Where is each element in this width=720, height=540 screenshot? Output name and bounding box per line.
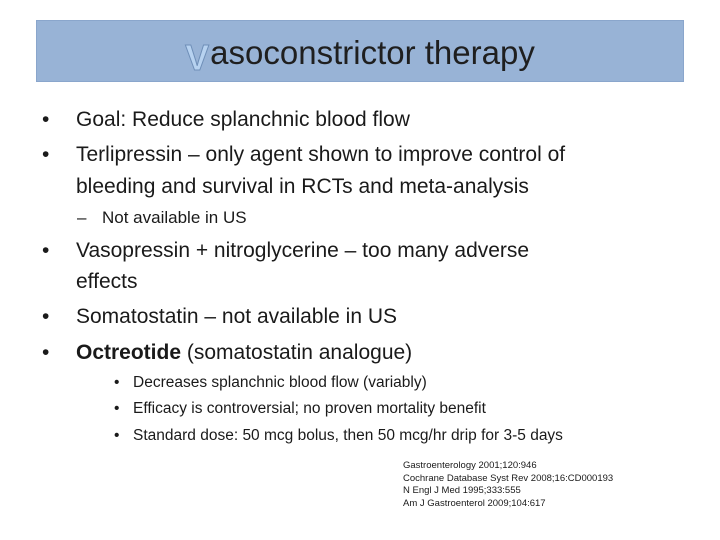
bullet-text-line-1: Vasopressin + nitroglycerine – too many adverse [76,239,530,262]
reference-item: Cochrane Database Syst Rev 2008;16:CD000193 [403,472,614,484]
bullet-marker: • [42,239,50,262]
title-bar [36,20,684,82]
bullet-marker: • [42,108,50,131]
point-marker: • [114,427,120,444]
title-rest: asoconstrictor therapy [210,34,535,71]
point-text: Standard dose: 50 mcg bolus, then 50 mcg/hr drip for 3-5 days [133,427,563,444]
reference-item: N Engl J Med 1995;333:555 [403,485,521,496]
sub-bullet-text: Not available in US [102,208,247,227]
reference-item: Gastroenterology 2001;120:946 [403,460,537,471]
bullet-text-line-2: bleeding and survival in RCTs and meta-analysis [76,175,529,198]
point-marker: • [114,374,120,391]
point-text: Efficacy is controversial; no proven mortality benefit [133,400,486,417]
point-marker: • [114,400,120,417]
title-initial: V [185,37,210,78]
point-text: Decreases splanchnic blood flow (variably) [133,374,427,391]
bullet-text: Somatostatin – not available in US [76,305,398,328]
bullet-text-line-2: effects [76,270,138,293]
bullet-marker: • [42,305,50,328]
bullet-text-line-1: Terlipressin – only agent shown to improve control of [76,143,566,166]
sub-bullet-marker: – [77,208,87,227]
references [403,460,613,510]
bullet-text [76,339,412,367]
slide-title [37,32,683,78]
reference-item: Am J Gastroenterol 2009;104:617 [403,497,546,509]
bullet-text: Goal: Reduce splanchnic blood flow [76,108,410,131]
bullet-marker: • [42,341,50,364]
bullet-marker: • [42,143,50,166]
octreotide-label: Octreotide [76,341,182,364]
octreotide-description: (somatostatin analogue) [181,341,413,364]
